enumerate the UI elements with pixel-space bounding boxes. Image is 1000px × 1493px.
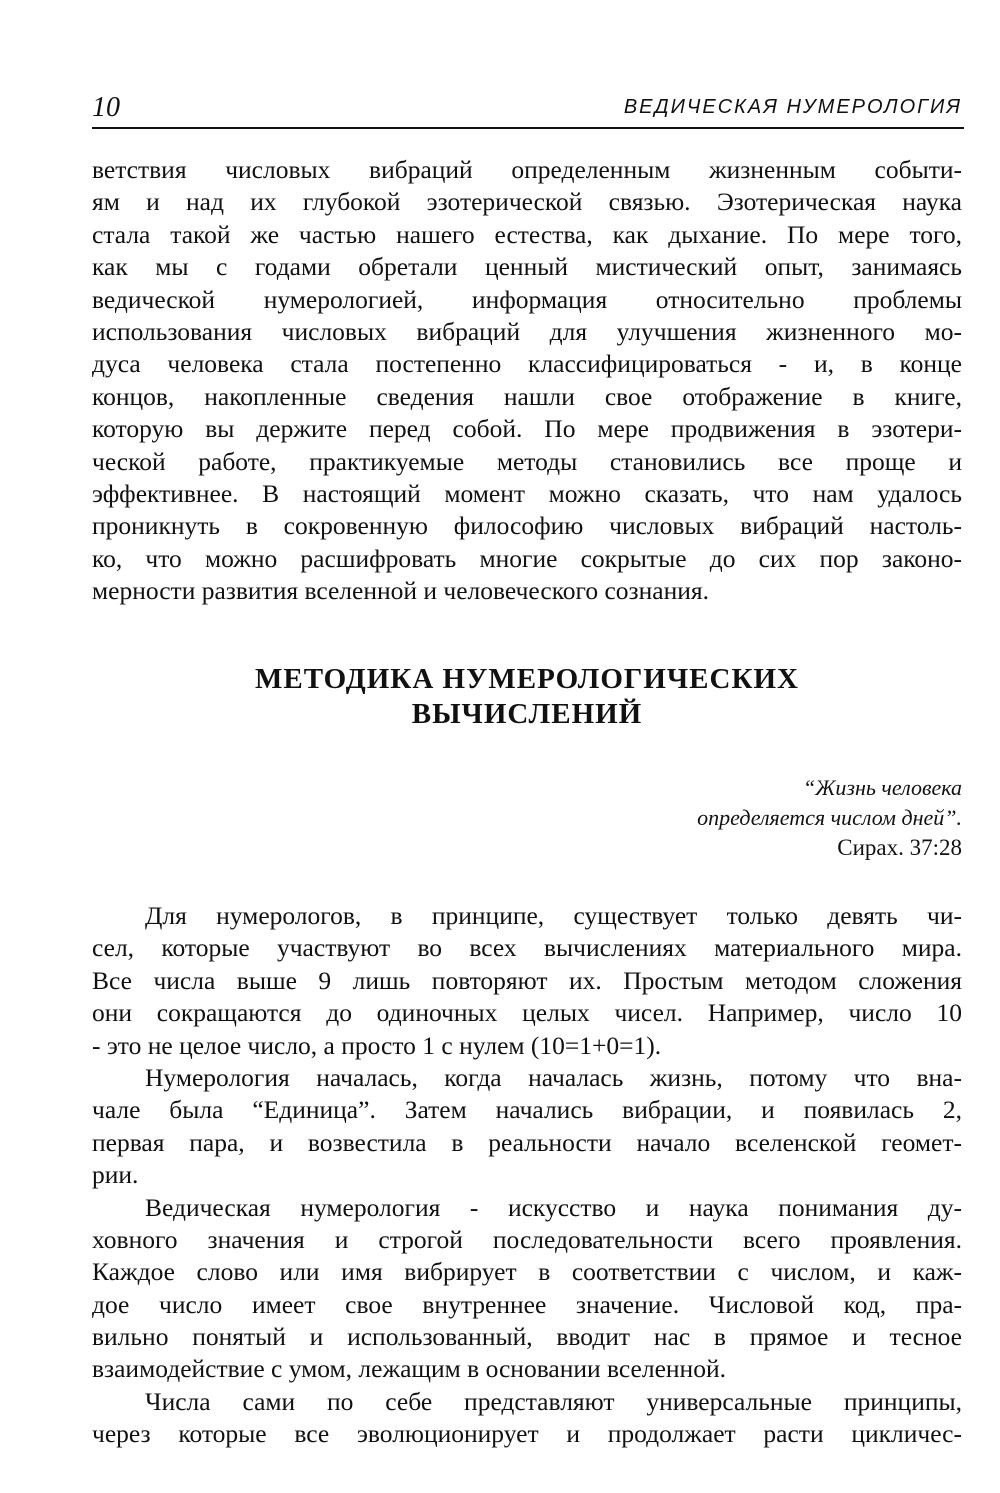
- text-line: дое число имеет свое внутреннее значение. Числовой код, пра-: [92, 1289, 962, 1319]
- text-line: эффективнее. В настоящий момент можно сказать, что нам удалось: [92, 478, 962, 508]
- text-line: взаимодействие с умом, лежащим в основании вселенной.: [92, 1354, 726, 1384]
- text-line: ведической нумерологией, информация относительно проблемы: [92, 284, 962, 314]
- page-number: 10: [92, 92, 120, 123]
- text-line: рии.: [92, 1160, 139, 1190]
- text-line: ям и над их глубокой эзотерической связью. Эзотерическая наука: [92, 187, 962, 217]
- epigraph-quote-line: “Жизнь человека: [802, 775, 962, 800]
- running-title: ВЕДИЧЕСКАЯ НУМЕРОЛОГИЯ: [623, 96, 962, 118]
- text-line: которую вы держите перед собой. По мере продвижения в эзотери-: [92, 414, 962, 444]
- text-line: ветствия числовых вибраций определенным жизненным событи-: [92, 155, 962, 184]
- text-line: - это не целое число, а просто 1 с нулем (10=1+0=1).: [92, 1030, 662, 1060]
- epigraph-quote-line: определяется числом дней”.: [697, 805, 962, 830]
- epigraph-source: Сирах. 37:28: [837, 835, 962, 860]
- text-line: мерности развития вселенной и человеческого сознания.: [92, 576, 709, 606]
- text-line: ховного значения и строгой последовательности всего проявления.: [92, 1224, 962, 1254]
- text-line: первая пара, и возвестила в реальности начало вселенской геомет-: [92, 1127, 962, 1157]
- text-line: Числа сами по себе представляют универсальные принципы,: [145, 1386, 962, 1416]
- text-line: сел, которые участвуют во всех вычислениях материального мира.: [92, 933, 962, 963]
- text-line: стала такой же частью нашего естества, как дыхание. По мере того,: [92, 219, 962, 249]
- main-text: [92, 900, 962, 1451]
- text-line: использования числовых вибраций для улучшения жизненного мо-: [92, 316, 962, 346]
- paragraph-continuation: [92, 154, 962, 607]
- section-heading-line: ВЫЧИСЛЕНИЙ: [411, 698, 643, 730]
- text-line: Все числа выше 9 лишь повторяют их. Простым методом сложения: [92, 965, 962, 995]
- text-line: Ведическая нумерология - искусство и наука понимания ду-: [145, 1192, 962, 1222]
- text-line: ко, что можно расшифровать многие сокрытые до сих пор законо-: [92, 543, 962, 573]
- text-line: дуса человека стала постепенно классифицироваться - и, в конце: [92, 349, 962, 379]
- text-line: через которые все эволюционирует и продолжает расти цикличес-: [92, 1419, 962, 1449]
- text-line: проникнуть в сокровенную философию числовых вибраций настоль-: [92, 511, 962, 541]
- text-line: чале была “Единица”. Затем начались вибрации, и появилась 2,: [92, 1095, 962, 1125]
- header-rule: [92, 127, 964, 129]
- text-line: они сокращаются до одиночных целых чисел. Например, число 10: [92, 998, 962, 1028]
- text-line: Нумерология началась, когда началась жизнь, потому что вна-: [145, 1062, 962, 1092]
- epigraph: [697, 773, 962, 863]
- text-line: вильно понятый и использованный, вводит нас в прямое и тесное: [92, 1322, 962, 1352]
- page-header: [92, 92, 962, 128]
- text-line: концов, накопленные сведения нашли свое отображение в книге,: [92, 381, 962, 411]
- text-line: как мы с годами обретали ценный мистический опыт, занимаясь: [92, 252, 962, 282]
- text-line: ческой работе, практикуемые методы становились все проще и: [92, 446, 962, 476]
- text-line: Для нумерологов, в принципе, существует только девять чи-: [145, 901, 962, 930]
- section-heading-line: МЕТОДИКА НУМЕРОЛОГИЧЕСКИХ: [255, 663, 799, 695]
- text-line: Каждое слово или имя вибрирует в соответствии с числом, и каж-: [92, 1257, 962, 1287]
- section-heading: [92, 662, 962, 732]
